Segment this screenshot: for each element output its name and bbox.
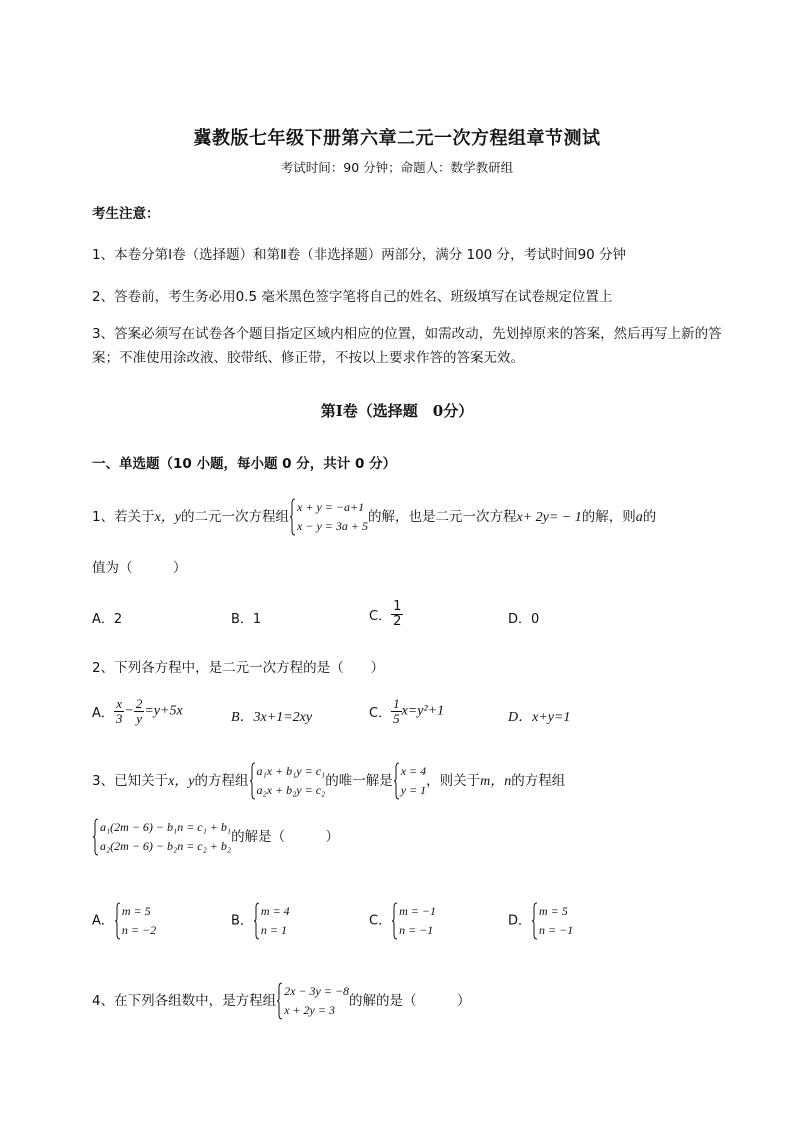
- q1-var-a: a: [635, 510, 643, 525]
- q1-text-1: 1、若关于: [92, 509, 155, 525]
- q3-sol-1: x = 4: [400, 764, 427, 778]
- option-line-2: n = −2: [121, 923, 157, 937]
- q1-eq-2: x − y = 3a + 5: [297, 519, 368, 533]
- q1-eq-1: x + y = −a+1: [297, 500, 365, 514]
- q3-option-a-system: [114, 902, 156, 940]
- question-3-line-2: [92, 818, 339, 856]
- q3-option-b[interactable]: [231, 902, 290, 940]
- q4-system: [276, 982, 349, 1020]
- notice-item-2: 2、答卷前，考生务必用0.5 毫米黑色签字笔将自己的姓名、班级填写在试卷规定位置上: [92, 289, 613, 305]
- q3-sys2-eq-2: a₂(2m − 6) − b₂n = c₂ + b₂: [100, 839, 232, 853]
- q1-option-c[interactable]: [369, 600, 403, 629]
- q1-option-c-label: C．: [369, 609, 392, 624]
- brace-icon: [114, 902, 121, 940]
- q3-option-c-label: C．: [369, 913, 392, 929]
- q3-text-3: 的唯一解是: [325, 773, 393, 789]
- question-4-stem: [92, 982, 471, 1020]
- fraction-numerator: x: [114, 697, 125, 712]
- option-line-1: m = −1: [399, 904, 436, 918]
- q3-vars-2: m，n: [480, 774, 512, 789]
- minus-sign: −: [124, 703, 134, 719]
- q3-option-c-system: [391, 902, 436, 940]
- part-title: 一、单选题（10 小题，每小题 0 分，共计 0 分）: [92, 456, 397, 472]
- q3-system-2: [92, 818, 231, 856]
- fraction-denominator: 2: [393, 614, 402, 629]
- q2-fraction-1: [114, 697, 125, 726]
- fraction-denominator: y: [136, 711, 142, 726]
- q2-option-c[interactable]: [369, 697, 444, 726]
- q1-vars: x，y: [154, 510, 182, 525]
- q2-option-a[interactable]: [92, 697, 183, 726]
- question-1-stem: [92, 498, 656, 536]
- question-3-stem: [92, 762, 565, 800]
- q1-text-3: 的解，也是二元一次方程: [367, 509, 517, 525]
- brace-icon: [531, 902, 538, 940]
- q1-system: [289, 498, 368, 536]
- q3-option-d[interactable]: [508, 902, 573, 940]
- page-title: 冀教版七年级下册第六章二元一次方程组章节测试: [193, 128, 601, 149]
- q3-text-6: 的解是（ ）: [231, 829, 340, 845]
- q1-text-5: 的: [642, 509, 657, 525]
- q4-text-2: 的解的是（ ）: [349, 993, 471, 1009]
- brace-icon: [249, 762, 256, 800]
- section-title: 第Ⅰ卷（选择题 0分）: [320, 402, 474, 420]
- brace-icon: [276, 982, 283, 1020]
- q3-option-b-label: B．: [231, 913, 253, 929]
- q1-text-2: 的二元一次方程组: [181, 509, 290, 525]
- q3-vars: x，y: [168, 774, 195, 789]
- q3-option-a[interactable]: [92, 902, 156, 940]
- brace-icon: [92, 818, 99, 856]
- option-line-2: n = −1: [539, 923, 574, 937]
- q2-option-b-text: B．3x+1=2xy: [231, 710, 313, 725]
- q3-sys2-eq-1: a₁(2m − 6) − b₁n = c₁ + b₁: [100, 820, 232, 834]
- q3-text-4: ，则关于: [426, 773, 481, 789]
- q2-option-b[interactable]: [231, 706, 312, 726]
- q1-option-c-fraction: [391, 600, 403, 629]
- q1-option-d[interactable]: D．0: [508, 612, 540, 627]
- q2-option-c-fraction: [391, 697, 402, 726]
- q1-option-a[interactable]: A．2: [92, 612, 123, 627]
- fraction-denominator: 3: [115, 711, 123, 726]
- q3-eq-1: a₁x + b₁y = c₁: [256, 764, 326, 778]
- q2-option-d-text: D．x+y=1: [508, 710, 571, 725]
- q3-option-d-label: D．: [508, 913, 532, 929]
- q2-option-c-rest: x=y²+1: [401, 703, 445, 719]
- fraction-numerator: 1: [393, 696, 400, 711]
- q2-option-a-label: A．: [92, 706, 114, 721]
- fraction-numerator: 2: [135, 696, 143, 711]
- q1-option-b[interactable]: B．1: [231, 612, 262, 627]
- notice-item-1: 1、本卷分第Ⅰ卷（选择题）和第Ⅱ卷（非选择题）两部分，满分 100 分，考试时间90 分钟: [92, 247, 627, 263]
- brace-icon: [393, 762, 400, 800]
- notice-heading: 考生注意：: [92, 206, 160, 222]
- q3-eq-2: a₂x + b₂y = c₂: [256, 783, 326, 797]
- option-line-2: n = 1: [260, 923, 288, 937]
- q2-option-c-label: C．: [369, 706, 392, 721]
- q2-option-a-rest: =y+5x: [144, 703, 183, 719]
- q3-option-c[interactable]: [369, 902, 436, 940]
- q3-sol-2: y = 1: [400, 783, 427, 797]
- q1-equation: x+ 2y= − 1: [516, 510, 582, 525]
- q3-text-5: 的方程组: [511, 773, 566, 789]
- notice-item-3: 3、答案必须写在试卷各个题目指定区域内相应的位置，如需改动，先划掉原来的答案，然后再写上新的答案；不准使用涂改液、胶带纸、修正带，不按以上要求作答的答案无效。: [92, 326, 722, 366]
- q2-fraction-2: [134, 697, 145, 726]
- q3-solution: [393, 762, 426, 800]
- fraction-numerator: 1: [393, 599, 402, 614]
- option-line-1: m = 5: [121, 904, 151, 918]
- q1-text-4: 的解，则: [581, 509, 636, 525]
- q3-text-1: 3、已知关于: [92, 773, 169, 789]
- option-line-2: n = −1: [399, 923, 434, 937]
- exam-info: 考试时间：90 分钟；命题人：数学教研组: [280, 160, 514, 175]
- q3-option-a-label: A．: [92, 913, 114, 929]
- question-2-stem: 2、下列各方程中，是二元一次方程的是（ ）: [92, 660, 385, 676]
- q3-option-d-system: [531, 902, 573, 940]
- option-line-1: m = 5: [539, 904, 568, 918]
- q3-option-b-system: [253, 902, 290, 940]
- q4-text-1: 4、在下列各组数中，是方程组: [92, 993, 277, 1009]
- q4-eq-1: 2x − 3y = −8: [284, 984, 350, 998]
- question-1-line-2: 值为（ ）: [92, 560, 187, 576]
- fraction-denominator: 5: [393, 711, 400, 726]
- q4-eq-2: x + 2y = 3: [284, 1003, 335, 1017]
- q3-text-2: 的方程组: [194, 773, 249, 789]
- brace-icon: [253, 902, 260, 940]
- option-line-1: m = 4: [260, 904, 290, 918]
- q3-system-1: [249, 762, 326, 800]
- brace-icon: [391, 902, 398, 940]
- q2-option-d[interactable]: [508, 706, 570, 726]
- brace-icon: [289, 498, 296, 536]
